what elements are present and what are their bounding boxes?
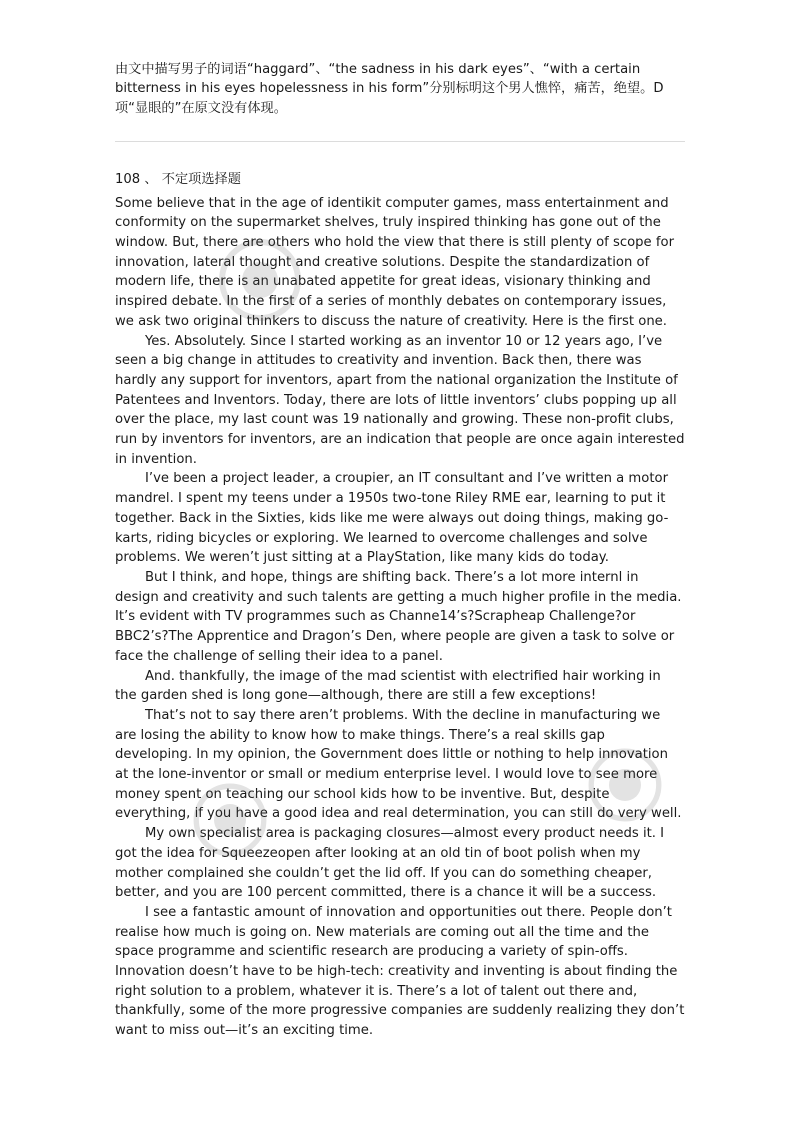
passage-paragraph-3: I’ve been a project leader, a croupier, an IT consultant and I’ve written a motor mandrel. I spent my teens under a 1950s two-tone Riley RME ear, learning to put it together. Back in the Sixties, kids like me were always out doing things, making go-karts, riding bicycles or exploring. We learned to overcome challenges and solve problems. We weren’t just sitting at a PlayStation, like many kids do today. bbox=[115, 471, 669, 566]
section-divider bbox=[115, 141, 685, 142]
question-type: 不定项选择题 bbox=[161, 172, 241, 188]
passage-paragraph-6: That’s not to say there aren’t problems. With the decline in manufacturing we are losing the ability to know how to make things. There’s a real skills gap developing. In my opinion, the Government does little or nothing to help innovation at the lone-inventor or small or medium enterprise level. I would love to see more money spent on teaching our school kids how to be inventive. But, despite everything, if you have a good idea and real determination, you can still do very well. bbox=[115, 707, 682, 822]
passage-paragraph-4: But I think, and hope, things are shifting back. There’s a lot more internl in design and creativity and such talents are getting a much higher profile in the media. It’s evident with TV programmes such as Channe14’s?Scrapheap Challenge?or BBC2’s?The Apprentice and Dragon’s Den, where people are given a task to solve or face the challenge of selling their idea to a panel. bbox=[115, 569, 682, 664]
passage-paragraph-5: And. thankfully, the image of the mad scientist with electrified hair working in the garden shed is long gone—although, there are still a few exceptions! bbox=[115, 668, 661, 704]
document-page bbox=[115, 60, 685, 1041]
passage-paragraph-1: Some believe that in the age of identikit computer games, mass entertainment and conformity on the supermarket shelves, truly inspired thinking has gone out of the window. But, there are others who hold the view that there is still plenty of scope for innovation, lateral thought and creative solutions. Despite the standardization of modern life, there is an unabated appetite for great ideas, visionary thinking and inspired debate. In the first of a series of monthly debates on contemporary issues, we ask two original thinkers to discuss the nature of creativity. Here is the first one. bbox=[115, 195, 674, 329]
passage-paragraph-8: I see a fantastic amount of innovation and opportunities out there. People don’t realise how much is going on. New materials are coming out all the time and the space programme and scientific research are producing a variety of spin-offs. Innovation doesn’t have to be high-tech: creativity and inventing is about finding the right solution to a problem, whatever it is. There’s a lot of talent out there and, thankfully, some of the more progressive companies are suddenly realizing they don’t want to miss out—it’s an exciting time. bbox=[115, 904, 685, 1039]
passage-paragraph-7: My own specialist area is packaging closures—almost every product needs it. I got the idea for Squeezeopen after looking at an old tin of boot polish when my mother complained she couldn’t get the lid off. If you can do something cheaper, better, and you are 100 percent committed, there is a chance it will be a success. bbox=[115, 826, 665, 901]
passage-paragraph-2: Yes. Absolutely. Since I started working as an inventor 10 or 12 years ago, I’ve seen a big change in attitudes to creativity and invention. Back then, there was hardly any support for inventors, apart from the national organization the Institute of Patentees and Inventors. Today, there are lots of little inventors’ clubs popping up all over the place, my last count was 19 nationally and growing. These non-profit clubs, run by inventors for inventors, are an indication that people are once again interested in invention. bbox=[115, 333, 685, 467]
answer-explanation: 由文中描写男子的词语“haggard”、“the sadness in his dark eyes”、“with a certain bitterness in his eyes hopelessness in his form”分别标明这个男人憔悴，痛苦，绝望。D项“显眼的”在原文没有体现。 bbox=[115, 62, 664, 116]
question-header bbox=[115, 170, 685, 189]
question-number: 108 、 bbox=[115, 172, 158, 188]
reading-passage bbox=[115, 194, 685, 1041]
